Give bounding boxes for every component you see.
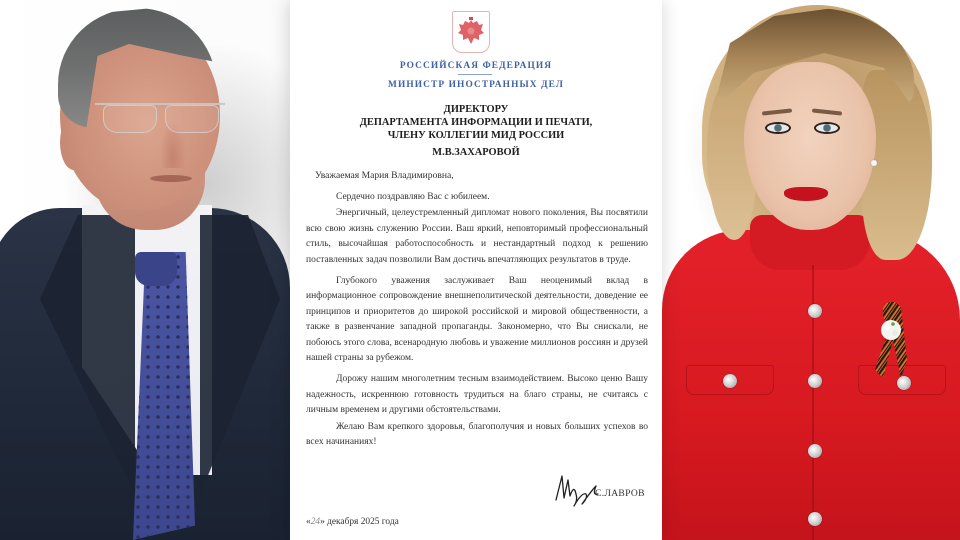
eyeglass-lens-right	[165, 105, 219, 133]
letter-paragraph: Желаю Вам крепкого здоровья, благополучия и новых больших успехов во всех начинаниях!	[306, 421, 648, 448]
letterhead-ministry: МИНИСТР ИНОСТРАННЫХ ДЕЛ	[388, 80, 564, 90]
addressee-line: ДЕПАРТАМЕНТА ИНФОРМАЦИИ И ПЕЧАТИ,	[359, 117, 593, 128]
letter-paragraph: Глубокого уважения заслуживает Ваш неоценимый вклад в информационное сопровождение внешнеполитической деятельности, доведение ее принципов и приоритетов до широкой российской и мировой общественности, а также в развенчание западной пропаганды. Закономерно, что Вы снискали, не побоюсь этого слова, всенародную любовь и уважение миллионов россиян и друзей нашей страны за рубежом.	[306, 276, 648, 364]
letter-greeting: Уважаемая Мария Владимировна,	[315, 170, 454, 181]
tie-knot	[135, 252, 177, 286]
letter-paragraph: Сердечно поздравляю Вас с юбилеем.	[336, 192, 490, 202]
eyeglass-lens-left	[103, 105, 157, 133]
addressee-block	[290, 103, 662, 142]
date-quote-open: «	[306, 517, 311, 527]
coat-of-arms-icon	[452, 11, 490, 53]
left-portrait-photo	[0, 0, 300, 540]
addressee-line: ЧЛЕНУ КОЛЛЕГИИ МИД РОССИИ	[387, 130, 565, 141]
jacket-button	[808, 444, 822, 458]
earring	[871, 160, 877, 166]
letter-body	[306, 190, 648, 457]
date-rest: » декабря 2025 года	[320, 517, 399, 527]
signer-name: С.ЛАВРОВ	[595, 488, 645, 499]
red-lips	[784, 187, 828, 201]
date-day-handwritten: 24	[310, 517, 321, 527]
jacket-button	[808, 304, 822, 318]
letterhead-country: РОССИЙСКАЯ ФЕДЕРАЦИЯ	[399, 61, 553, 71]
jacket-button	[808, 512, 822, 526]
pocket-button	[723, 374, 737, 388]
letter-paragraph: Энергичный, целеустремленный дипломат нового поколения, Вы посвятили всю свою жизнь служению России. Ваш яркий, неповторимый профессиональный стиль, высочайшая работоспособность и нестандартный подход к решению поставленных задач позволили Вам достичь впечатляющих результатов в труде.	[306, 208, 648, 265]
jacket-button	[808, 374, 822, 388]
eyeglasses	[95, 103, 225, 133]
mouth	[150, 175, 192, 182]
st-george-ribbon-icon	[871, 300, 911, 382]
letter-paragraph: Дорожу нашим многолетним тесным взаимодействием. Высоко ценю Вашу надежность, искреннюю готовность трудиться на благо страны, не считаясь с личным временем и другими обстоятельствами.	[306, 374, 648, 416]
letter-date	[306, 517, 399, 527]
addressee-name: М.В.ЗАХАРОВОЙ	[432, 147, 520, 158]
eye-right	[814, 122, 840, 134]
right-portrait-photo	[662, 0, 960, 540]
congratulatory-letter	[290, 0, 662, 540]
letterhead-divider	[458, 74, 492, 75]
eye-left	[765, 122, 791, 134]
addressee-line: ДИРЕКТОРУ	[443, 104, 509, 115]
